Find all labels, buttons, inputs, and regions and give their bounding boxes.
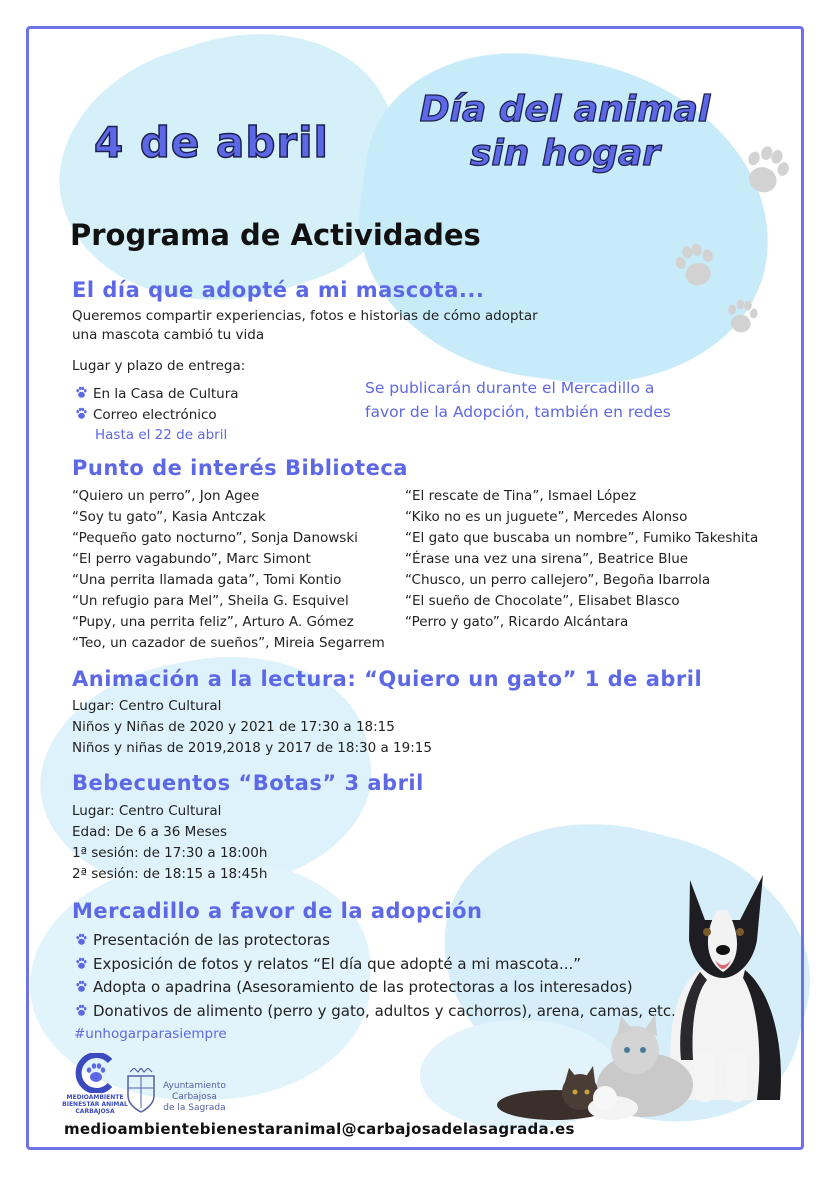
deadline: Hasta el 22 de abril: [95, 427, 228, 443]
detail-line: Lugar: Centro Cultural: [72, 803, 222, 819]
book-item: “Quiero un perro”, Jon Agee: [72, 488, 260, 504]
detail-line: Lugar: Centro Cultural: [72, 698, 222, 714]
section-heading-animacion: Animación a la lectura: “Quiero un gato” 1 de abril: [72, 667, 703, 691]
paw-bullet-icon: [74, 406, 89, 421]
list-item-label: Correo electrónico: [93, 407, 217, 423]
hashtag: #unhogarparasiempre: [74, 1026, 227, 1042]
detail-line: Niños y niñas de 2019,2018 y 2017 de 18:30 a 19:15: [72, 740, 432, 756]
book-item: “Pequeño gato nocturno”, Sonja Danowski: [72, 530, 358, 546]
list-item-label: Presentación de las protectoras: [93, 931, 330, 949]
paw-bullet-icon: [74, 956, 89, 971]
detail-line: 1ª sesión: de 17:30 a 18:00h: [72, 845, 268, 861]
book-item: “Kiko no es un juguete”, Mercedes Alonso: [405, 509, 688, 525]
lugar-label: Lugar y plazo de entrega:: [72, 358, 246, 374]
paw-print-icon: [720, 295, 764, 339]
note-line: Se publicarán durante el Mercadillo a: [365, 379, 655, 397]
list-item: [74, 406, 217, 423]
book-list-right: [405, 486, 758, 633]
section-heading-biblioteca: Punto de interés Biblioteca: [72, 456, 408, 480]
ayuntamiento-crest-icon: [122, 1068, 160, 1114]
logo-text-line: CARBAJOSA: [75, 1108, 115, 1115]
book-item: “Pupy, una perrita feliz”, Arturo A. Gómez: [72, 614, 354, 630]
list-item-label: Donativos de alimento (perro y gato, adultos y cachorros), arena, camas, etc.: [93, 1001, 676, 1020]
book-item: “Teo, un cazador de sueños”, Mireia Segarrem: [72, 635, 385, 651]
ayuntamiento-text: [163, 1081, 226, 1114]
paw-bullet-icon: [74, 932, 89, 947]
publication-note: [365, 376, 671, 424]
book-item: “Un refugio para Mel”, Sheila G. Esquivel: [72, 593, 349, 609]
section-heading-adopte: El día que adopté a mi mascota...: [72, 278, 485, 302]
book-item: “El rescate de Tina”, Ismael López: [405, 488, 637, 504]
dog-and-cats-illustration: [495, 860, 795, 1122]
book-item: “Soy tu gato”, Kasia Antczak: [72, 509, 266, 525]
event-title: [380, 88, 750, 176]
bienestar-animal-logo-text: [60, 1094, 130, 1115]
note-line: favor de la Adopción, también en redes: [365, 403, 671, 421]
adopte-desc: una mascota cambió tu vida: [72, 327, 265, 343]
detail-line: Niños y Niñas de 2020 y 2021 de 17:30 a 18:15: [72, 719, 395, 735]
book-item: “Chusco, un perro callejero”, Begoña Ibarrola: [405, 572, 711, 588]
list-item-label: Adopta o apadrina (Asesoramiento de las protectoras a los interesados): [93, 978, 633, 996]
logo-text-line: BIENESTAR ANIMAL: [62, 1101, 128, 1108]
list-item-label: Exposición de fotos y relatos “El día que adopté a mi mascota...”: [93, 954, 582, 973]
animacion-details: [72, 696, 432, 759]
paw-bullet-icon: [74, 385, 89, 400]
list-item: [74, 385, 239, 402]
detail-line: Edad: De 6 a 36 Meses: [72, 824, 228, 840]
ayto-line: Carbajosa: [171, 1092, 217, 1102]
ayto-line: Ayuntamiento: [163, 1081, 226, 1091]
bebecuentos-details: [72, 801, 267, 885]
paw-bullet-icon: [74, 1003, 89, 1018]
section-heading-bebecuentos: Bebecuentos “Botas” 3 abril: [72, 771, 424, 795]
event-title-line: Día del animal: [419, 89, 711, 130]
event-title-line: sin hogar: [469, 133, 661, 174]
adopte-desc: Queremos compartir experiencias, fotos e historias de cómo adoptar: [72, 308, 538, 324]
detail-line: 2ª sesión: de 18:15 a 18:45h: [72, 866, 268, 882]
book-item: “El sueño de Chocolate”, Elisabet Blasco: [405, 593, 680, 609]
event-date: 4 de abril: [94, 118, 329, 167]
paw-bullet-icon: [74, 979, 89, 994]
book-list-left: [72, 486, 385, 654]
book-item: “Érase una vez una sirena”, Beatrice Blue: [405, 551, 689, 567]
contact-email[interactable]: medioambientebienestaranimal@carbajosadelasagrada.es: [64, 1120, 575, 1138]
bienestar-animal-logo: [72, 1053, 118, 1093]
program-title: Programa de Actividades: [70, 218, 481, 252]
list-item-label: En la Casa de Cultura: [93, 386, 239, 402]
logo-text-line: MEDIOAMBIENTE: [66, 1094, 124, 1101]
ayto-line: de la Sagrada: [163, 1103, 226, 1113]
section-heading-mercadillo: Mercadillo a favor de la adopción: [72, 899, 483, 923]
book-item: “Una perrita llamada gata”, Tomi Kontio: [72, 572, 342, 588]
paw-print-icon: [668, 238, 724, 294]
book-item: “El perro vagabundo”, Marc Simont: [72, 551, 311, 567]
book-item: “Perro y gato”, Ricardo Alcántara: [405, 614, 629, 630]
book-item: “El gato que buscaba un nombre”, Fumiko Takeshita: [405, 530, 759, 546]
